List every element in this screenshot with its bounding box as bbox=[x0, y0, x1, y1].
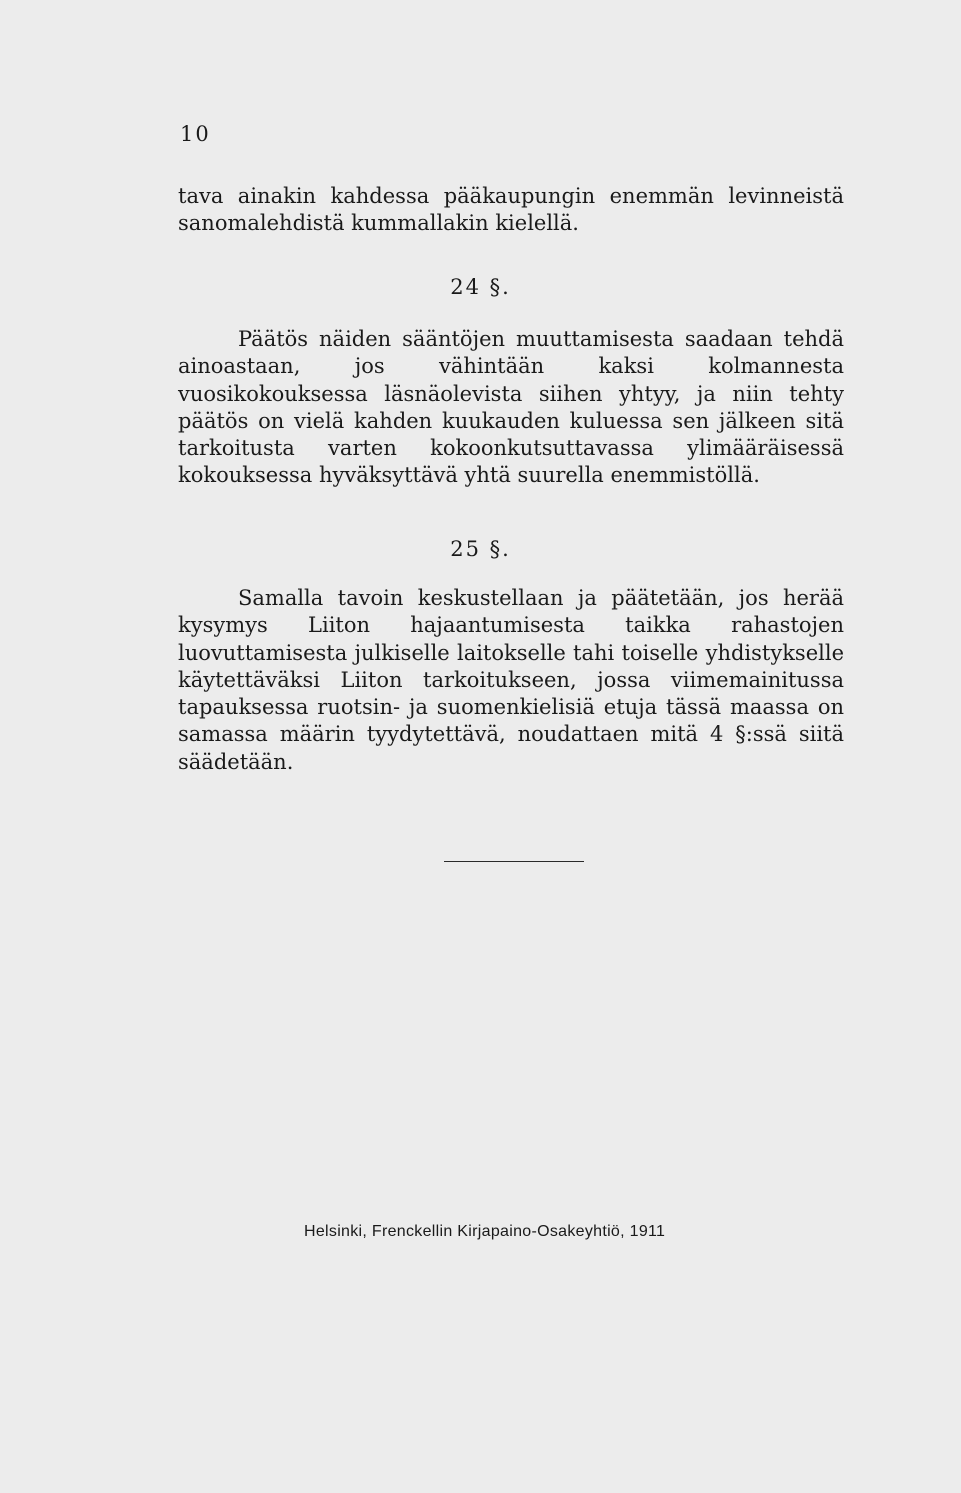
page-number: 10 bbox=[180, 122, 211, 146]
section-heading-25: 25 §. bbox=[450, 537, 511, 561]
paragraph-section-25: Samalla tavoin keskustellaan ja päätetään, jos herää kysymys Liiton hajaantumisesta taikka rahastojen luovuttamisesta julkiselle laitokselle tahi toiselle yhdistykselle käytettäväksi Liiton tarkoitukseen, jossa viimemainitussa tapauksessa ruotsin- ja suomenkielisiä etuja tässä maassa on samassa määrin tyydytettävä, noudattaen mitä 4 §:ssä siitä säädetään. bbox=[178, 586, 844, 774]
paragraph-section-24: Päätös näiden sääntöjen muuttamisesta saadaan tehdä ainoastaan, jos vähintään kaksi kolmannesta vuosikokouksessa läsnäolevista siihen yhtyy, ja niin tehty päätös on vielä kahden kuukauden kuluessa sen jälkeen sitä tarkoitusta varten kokoonkutsuttavassa ylimääräisessä kokouksessa hyväksyttävä yhtä suurella enemmistöllä. bbox=[178, 327, 844, 488]
paragraph-continuation: tava ainakin kahdessa pääkaupungin enemmän levinneistä sanomalehdistä kummallakin kielellä. bbox=[178, 184, 844, 236]
printer-imprint: Helsinki, Frenckellin Kirjapaino-Osakeyhtiö, 1911 bbox=[304, 1223, 666, 1240]
section-heading-24: 24 §. bbox=[450, 275, 511, 299]
divider-rule bbox=[444, 861, 584, 862]
